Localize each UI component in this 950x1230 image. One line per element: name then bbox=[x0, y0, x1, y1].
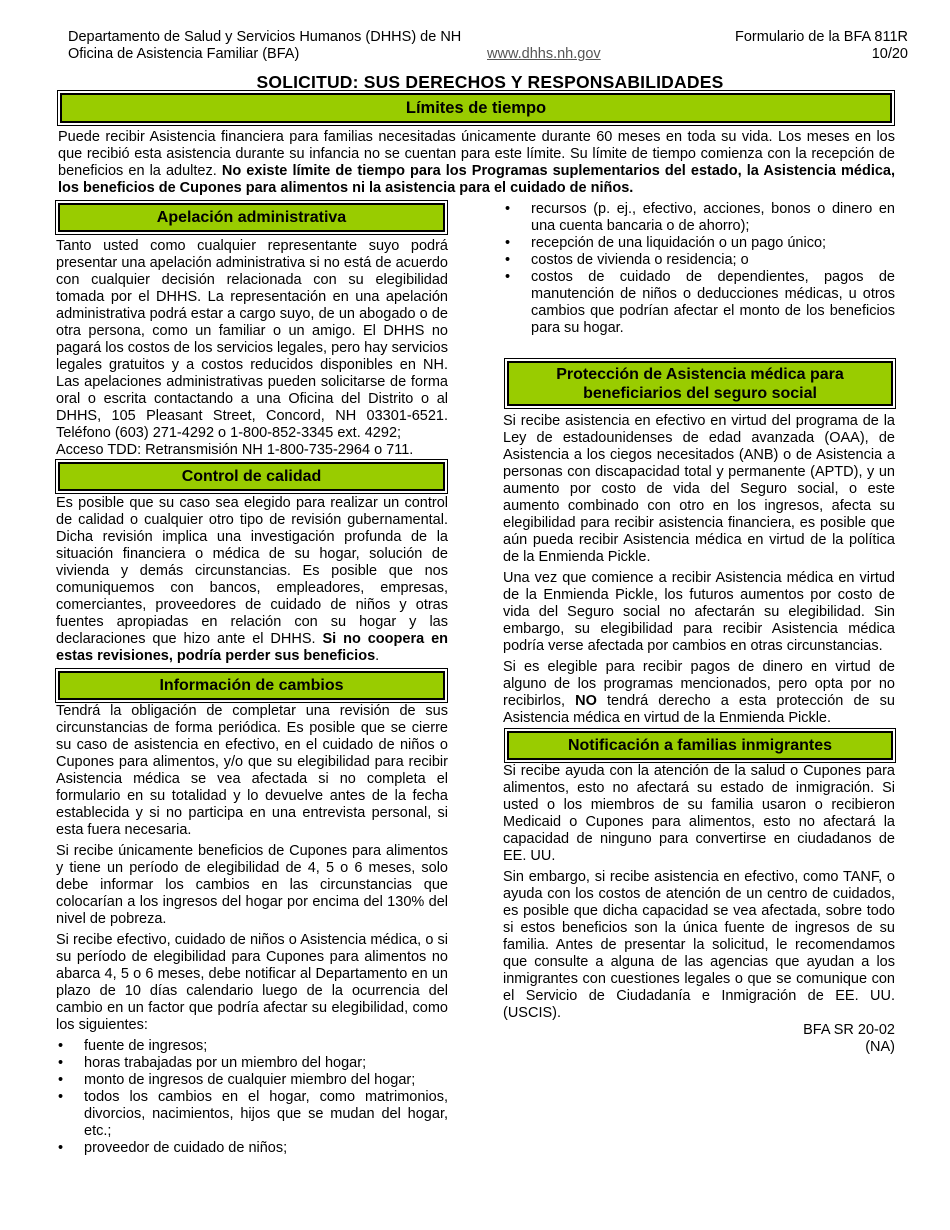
medical-paragraph-3-end: tendrá derecho a esta protección de su Asistencia médica en virtud de la Enmienda Pickle. bbox=[503, 693, 895, 726]
list-item: • fuente de ingresos; bbox=[56, 1038, 448, 1055]
list-item: • horas trabajadas por un miembro del hogar; bbox=[56, 1055, 448, 1072]
time-limits-heading bbox=[60, 93, 892, 123]
immigrant-section bbox=[503, 763, 895, 1026]
footer-code-block bbox=[803, 1022, 895, 1056]
changes-heading bbox=[58, 671, 445, 700]
time-limits-bold: No existe límite de tiempo para los Programas suplementarios del estado, la Asistencia médica, los beneficios de Cupones para alimentos ni la asistencia para el cuidado de niños. bbox=[58, 163, 896, 196]
medical-paragraph-2: Una vez que comience a recibir Asistencia médica en virtud de la Enmienda Pickle, los futuros aumentos por costo de vida del Seguro social no afectarán su elegibilidad. Sin embargo, su elegibilidad para recibir Asistencia médica podría verse afectada por cambios en otras circunstancias. bbox=[503, 570, 895, 654]
changes-paragraph-1: Tendrá la obligación de completar una revisión de sus circunstancias de forma periódica. Es posible que se cierre su caso de asistencia en efectivo, en el cuidado de niños o Cupones para alimentos, y/o que su elegibilidad para recibir Asistencia médica se vea afectada si no completa el formulario en su totalidad y lo devuelve antes de la fecha establecida y si no participa en una entrevista personal, si esta fuera necesaria. bbox=[56, 703, 448, 838]
medical-paragraph-3-start: Si es elegible para recibir pagos de dinero en virtud de alguno de los programas mencionados, pero opta por no recibirlos, bbox=[503, 659, 895, 709]
appeal-section bbox=[56, 238, 448, 463]
appeal-text: Tanto usted como cualquier representante suyo podrá presentar una apelación administrativa si no está de acuerdo con cualquier decisión relacionada con su elegibilidad tomada por el DHHS. La representación en una apelación administrativa podrá estar a cargo suyo, de un abogado o de otra persona, como un familiar o un amigo. El DHHS no pagará los costos de los servicios legales, pero hay servicios legales gratuitos y a costos reducidos disponibles en NH. Las apelaciones administrativas pueden solicitarse de forma oral o escrita contactando a una Oficina del Distrito o al DHHS, 105 Pleasant Street, Concord, NH 03301-6521. Teléfono (603) 271-4292 o 1-800-852-3345 ext. 4292; bbox=[56, 238, 448, 441]
list-item: • recursos (p. ej., efectivo, acciones, bonos o dinero en una cuenta bancaria o de ahorro); bbox=[503, 201, 895, 235]
header-agency bbox=[68, 29, 461, 63]
footer-note: (NA) bbox=[865, 1039, 895, 1055]
medical-section bbox=[503, 413, 895, 731]
appeal-heading bbox=[58, 203, 445, 232]
list-item: • todos los cambios en el hogar, como matrimonios, divorcios, nacimientos, hijos que se mudan del hogar, etc.; bbox=[56, 1089, 448, 1140]
immigrant-heading-text: Notificación a familias inmigrantes bbox=[567, 737, 833, 754]
header-website-link[interactable]: www.dhhs.nh.gov bbox=[487, 46, 601, 62]
quality-bold: Si no coopera en estas revisiones, podría perder sus beneficios bbox=[56, 631, 448, 664]
medical-heading bbox=[507, 361, 893, 406]
changes-list-continued bbox=[503, 201, 895, 337]
page-title: SOLICITUD: SUS DERECHOS Y RESPONSABILIDADES bbox=[256, 72, 724, 92]
medical-paragraph-1: Si recibe asistencia en efectivo en virtud del programa de la Ley de estadounidenses de edad avanzada (OAA), de Asistencia a los ciegos necesitados (ANB) o de Asistencia a personas con discapacidad total y permanente (APTD), y un aumento por costo de vida del Seguro social, o este aumento combinado con otro en los ingresos, afecta su elegibilidad para recibir asistencia financiera, es posible que aún pueda recibir Asistencia médica en virtud de la política de la Enmienda Pickle. bbox=[503, 413, 895, 565]
changes-paragraph-3: Si recibe efectivo, cuidado de niños o Asistencia médica, o si su período de elegibilidad para Cupones para alimentos no abarca 4, 5 o 6 meses, debe notificar al Departamento en un plazo de 10 días calendario luego de la ocurrencia del cambio en un factor que podría afectar su elegibilidad, como los siguientes: bbox=[56, 932, 448, 1033]
footer-code: BFA SR 20-02 bbox=[803, 1022, 895, 1038]
changes-list-right bbox=[503, 201, 895, 337]
quality-end: . bbox=[375, 648, 380, 664]
changes-list-left bbox=[56, 1038, 448, 1157]
quality-heading bbox=[58, 462, 445, 491]
immigrant-heading bbox=[507, 731, 893, 760]
appeal-tdd: Acceso TDD: Retransmisión NH 1-800-735-2964 o 711. bbox=[56, 442, 414, 458]
list-item: • costos de vivienda o residencia; o bbox=[503, 252, 895, 269]
quality-text: Es posible que su caso sea elegido para realizar un control de calidad o cualquier otro tipo de revisión gubernamental. Dicha revisión implica una investigación profunda de la situación financiera o médica de su hogar, solución de vivienda y demás circunstancias. Es posible que nos comuniquemos con bancos, empleadores, empresas, comerciantes, proveedores de cuidado de niños y otras fuentes apropiadas en relación con su hogar y las declaraciones que hizo ante el DHHS. bbox=[56, 495, 448, 647]
time-limits-section bbox=[58, 129, 895, 201]
header-form-date: 10/20 bbox=[871, 46, 908, 62]
changes-section bbox=[56, 703, 448, 1157]
quality-heading-text: Control de calidad bbox=[181, 468, 322, 485]
header-form-number: Formulario de la BFA 811R bbox=[734, 29, 908, 45]
time-limits-text: Puede recibir Asistencia financiera para familias necesitadas únicamente durante 60 meses en toda su vida. Los meses en los que recibió esta asistencia durante su infancia no se cuentan para este límite. Su límite de tiempo comienza con la recepción de beneficios en la adultez. bbox=[58, 129, 895, 179]
list-item: • recepción de una liquidación o un pago único; bbox=[503, 235, 895, 252]
quality-section bbox=[56, 495, 448, 669]
appeal-heading-text: Apelación administrativa bbox=[156, 209, 347, 226]
list-item: • monto de ingresos de cualquier miembro del hogar; bbox=[56, 1072, 448, 1089]
medical-heading-line1: Protección de Asistencia médica para bbox=[556, 366, 844, 383]
immigrant-paragraph-2: Sin embargo, si recibe asistencia en efectivo, como TANF, o ayuda con los costos de atención de un centro de cuidados, es posible que dicha capacidad se vea afectada, sobre todo si estos beneficios son la única fuente de ingresos de su familia. Antes de presentar la solicitud, le recomendamos que consulte a alguna de las agencias que ayudan a los inmigrantes con cuestiones legales o que se comunique con el Servicio de Ciudadanía e Inmigración de EE. UU. (USCIS). bbox=[503, 869, 895, 1021]
header-department: Departamento de Salud y Servicios Humanos (DHHS) de NH bbox=[68, 29, 462, 45]
medical-paragraph-3-bold: NO bbox=[575, 693, 597, 709]
list-item: • costos de cuidado de dependientes, pagos de manutención de niños o deducciones médicas, u otros cambios que podrían afectar el monto de los beneficios para su hogar. bbox=[503, 269, 895, 337]
time-limits-heading-text: Límites de tiempo bbox=[405, 99, 547, 117]
header-form-info bbox=[735, 29, 908, 63]
immigrant-paragraph-1: Si recibe ayuda con la atención de la salud o Cupones para alimentos, esto no afectará su estado de inmigración. Si usted o los miembros de su familia usaron o recibieron Medicaid o Cupones para alimentos, esto no afectará la capacidad de ninguno para convertirse en ciudadanos de EE. UU. bbox=[503, 763, 895, 864]
list-item: • proveedor de cuidado de niños; bbox=[56, 1140, 448, 1157]
header-office: Oficina de Asistencia Familiar (BFA) bbox=[68, 46, 300, 62]
changes-paragraph-2: Si recibe únicamente beneficios de Cupones para alimentos y tiene un período de elegibilidad de 4, 5 o 6 meses, solo debe informar los cambios en las circunstancias que colocarían a los ingresos del hogar por encima del 130% del nivel de pobreza. bbox=[56, 843, 448, 927]
medical-heading-line2: beneficiarios del seguro social bbox=[583, 385, 817, 402]
changes-heading-text: Información de cambios bbox=[159, 677, 344, 694]
